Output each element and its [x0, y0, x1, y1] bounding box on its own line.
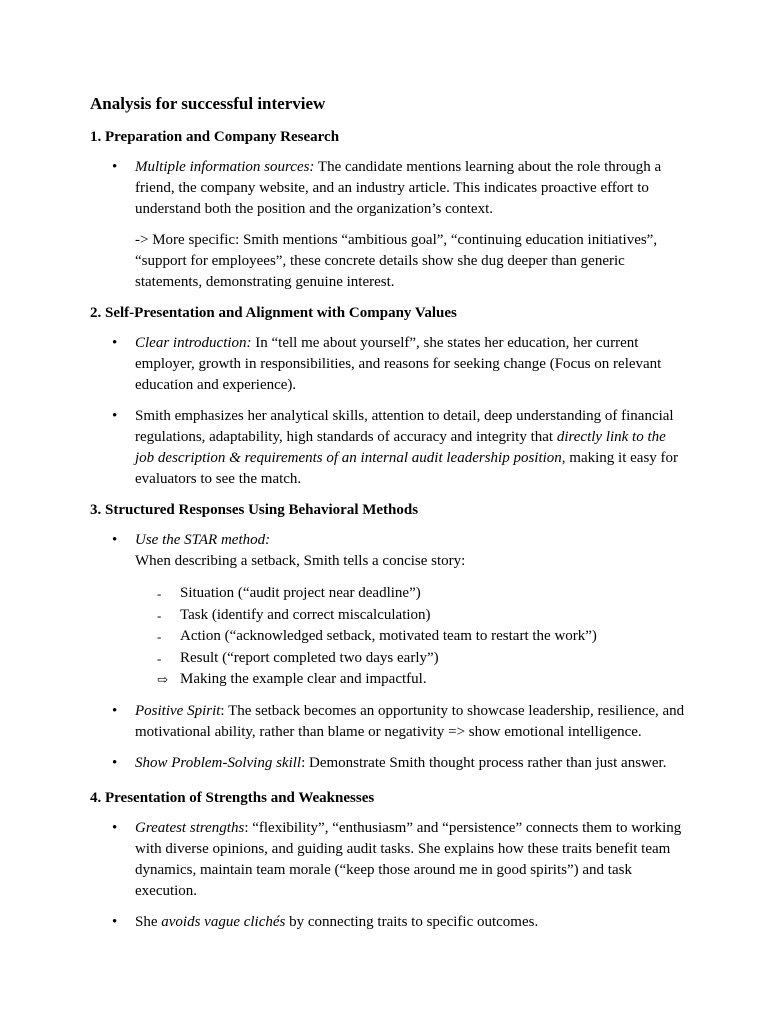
- paragraph: [135, 157, 688, 220]
- paragraph: [135, 753, 688, 774]
- dash-icon: -: [157, 607, 162, 623]
- section-2-list: [90, 333, 688, 490]
- item-lead: Positive Spirit: [135, 702, 221, 719]
- bullet-icon: •: [112, 754, 118, 771]
- bullet-icon: •: [112, 819, 118, 836]
- document-title: Analysis for successful interview: [90, 94, 326, 113]
- item-text: : Demonstrate Smith thought process rather than just answer.: [301, 754, 667, 771]
- section-heading-strengths-weaknesses: 4. Presentation of Strengths and Weaknesses: [90, 789, 375, 806]
- followup-paragraph: -> More specific: Smith mentions “ambitious goal”, “continuing education initiatives”, “support for employees”, these concrete details show she dug deeper than generic statements, demonstrating genuine interest.: [135, 232, 658, 290]
- list-item: [90, 157, 688, 293]
- star-step: [135, 626, 688, 648]
- star-step: [135, 583, 688, 605]
- bullet-icon: •: [112, 335, 118, 351]
- bullet-icon: •: [112, 913, 118, 930]
- step-text: Action (“acknowledged setback, motivated team to restart the work”): [180, 628, 597, 644]
- section-heading-preparation: 1. Preparation and Company Research: [90, 129, 340, 145]
- step-text: Situation (“audit project near deadline”): [180, 585, 421, 601]
- list-item: [90, 753, 688, 774]
- paragraph: [135, 333, 688, 396]
- section-heading-structured-responses: 3. Structured Responses Using Behavioral Methods: [90, 502, 419, 518]
- dash-icon: -: [157, 586, 162, 601]
- section-heading-self-presentation: 2. Self-Presentation and Alignment with Company Values: [90, 305, 457, 321]
- paragraph: [135, 818, 688, 902]
- item-text: by connecting traits to specific outcomes.: [285, 913, 539, 930]
- list-item: [90, 333, 688, 396]
- item-lead: Clear introduction:: [135, 335, 252, 351]
- item-text: In “tell me about yourself”, she states her education, her current employer, growth in responsibilities, and reasons for seeking change (Focus on relevant education and experience).: [135, 335, 662, 393]
- step-text: Result (“report completed two days early”): [180, 649, 439, 666]
- item-text: She: [135, 913, 162, 930]
- item-emphasis: directly link to the job description & requirements of an internal audit leadership position: [135, 429, 666, 466]
- list-item: [90, 818, 688, 902]
- item-lead: Show Problem-Solving skill: [135, 754, 302, 771]
- paragraph: [135, 406, 688, 490]
- bullet-icon: •: [112, 702, 118, 719]
- section-1-list: [90, 157, 688, 293]
- item-text: : “flexibility”, “enthusiasm” and “persistence” connects them to working with diverse opinions, and guiding audit tasks. She explains how these traits benefit team dynamics, maintain team morale (“keep those around me in good spirits”) and task execution.: [135, 819, 682, 899]
- star-step: [135, 605, 688, 627]
- arrow-right-icon: ⇨: [157, 672, 168, 687]
- bullet-icon: •: [112, 408, 118, 424]
- list-item: [90, 701, 688, 743]
- dash-icon: -: [157, 629, 162, 644]
- star-step: [135, 648, 688, 670]
- star-step: [135, 669, 688, 691]
- section-3-list: [90, 530, 688, 774]
- item-lead: Use the STAR method:: [135, 532, 271, 548]
- list-item: [90, 530, 688, 691]
- section-4-list: [90, 818, 688, 933]
- item-text: : The setback becomes an opportunity to showcase leadership, resilience, and motivational ability, rather than blame or negativity => show emotional intelligence.: [135, 702, 685, 740]
- item-text: The candidate mentions learning about the role through a friend, the company website, and an industry article. This indicates proactive effort to understand both the position and the organization’s context.: [135, 159, 662, 217]
- star-steps-list: [135, 583, 688, 691]
- bullet-icon: •: [112, 159, 118, 175]
- bullet-icon: •: [112, 532, 118, 548]
- step-text: Making the example clear and impactful.: [180, 671, 427, 687]
- list-item: [90, 406, 688, 490]
- item-lead: Multiple information sources:: [135, 159, 315, 175]
- paragraph: [135, 530, 688, 572]
- list-item: [90, 912, 688, 933]
- item-emphasis: avoids vague clichés: [161, 913, 286, 930]
- dash-icon: -: [157, 650, 162, 666]
- step-text: Task (identify and correct miscalculation): [180, 606, 431, 623]
- paragraph: [135, 701, 688, 743]
- item-lead: Greatest strengths: [135, 819, 245, 836]
- item-text: Smith emphasizes her analytical skills, attention to detail, deep understanding of financial regulations, adaptability, high standards of accuracy and integrity that: [135, 408, 674, 445]
- paragraph: [135, 912, 688, 933]
- item-text: When describing a setback, Smith tells a concise story:: [135, 553, 466, 569]
- item-text: , making it easy for evaluators to see the match.: [135, 450, 679, 487]
